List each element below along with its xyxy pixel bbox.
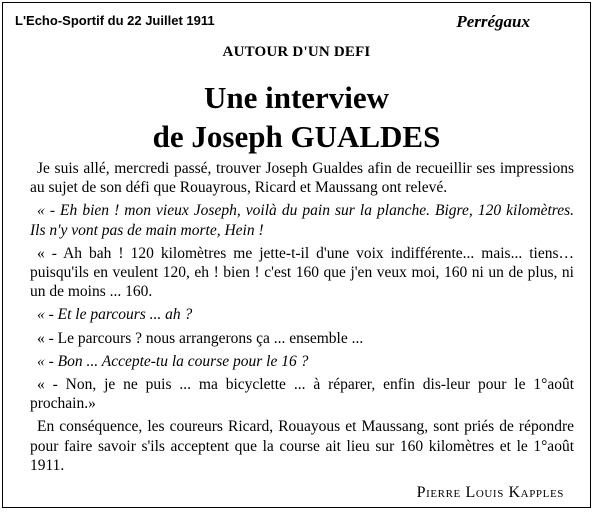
author-signature: Pierre Louis Kapples	[416, 484, 564, 501]
paragraph-answer-3: « - Non, je ne puis ... ma bicyclette ... à réparer, enfin dis-leur pour le 1°août prochain.»	[30, 376, 574, 413]
paragraph-answer-2: « - Le parcours ? nous arrangerons ça ... ensemble ...	[37, 329, 364, 347]
headline-line-1: Une interview	[203, 80, 390, 115]
paragraph-answer-1: « - Ah bah ! 120 kilomètres me jette-t-il d'une voix indifférente... mais... tiens… puisqu'ils en veulent 120, eh ! bien ! c'est 160 que j'en veux moi, 160 ni un de plus, ni un de moins ... 160.	[30, 244, 574, 301]
paragraph-question-2: « - Et le parcours ... ah ?	[37, 306, 193, 324]
article-body	[30, 159, 574, 479]
place-name: Perrégaux	[456, 12, 530, 31]
headline-line-2: de Joseph GUALDES	[152, 119, 441, 154]
paragraph-question-3: « - Bon ... Accepte-tu la course pour le 16 ?	[37, 352, 309, 370]
article-frame	[2, 2, 591, 508]
paragraph-conclusion: En conséquence, les coureurs Ricard, Rouayous et Maussang, sont priés de répondre pour faire savoir s'ils acceptent que la course ait lieu sur 160 kilomètres et le 1°août 1911.	[30, 418, 574, 474]
source-line: L'Echo-Sportif du 22 Juillet 1911	[15, 13, 215, 28]
article-kicker: AUTOUR D'UN DEFI	[222, 44, 371, 60]
paragraph-question-1: « - Eh bien ! mon vieux Joseph, voilà du pain sur la planche. Bigre, 120 kilomètres. Ils n'y vont pas de main morte, Hein !	[30, 202, 574, 239]
paragraph-intro: Je suis allé, mercredi passé, trouver Joseph Gualdes afin de recueillir ses impressions au sujet de son défi que Rouayrous, Ricard et Maussang ont relevé.	[30, 160, 574, 197]
